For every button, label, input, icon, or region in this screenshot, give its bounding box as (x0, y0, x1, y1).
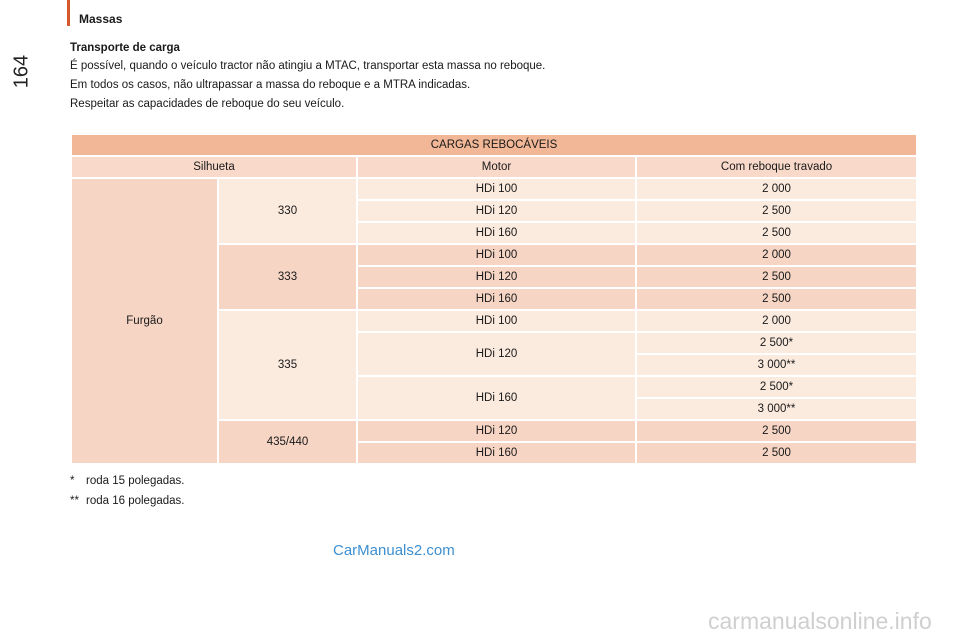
footnote-text: roda 15 polegadas. (86, 475, 185, 487)
value-cell: 2 000 (636, 244, 917, 266)
engine-cell: HDi 120 (357, 266, 636, 288)
value-cell: 2 500 (636, 442, 917, 464)
model-cell: 335 (218, 310, 357, 420)
footnote-text: roda 16 polegadas. (86, 495, 185, 507)
value-cell: 2 000 (636, 310, 917, 332)
engine-cell: HDi 100 (357, 178, 636, 200)
value-cell: 3 000** (636, 398, 917, 420)
engine-cell: HDi 160 (357, 288, 636, 310)
engine-cell: HDi 160 (357, 442, 636, 464)
engine-cell: HDi 120 (357, 200, 636, 222)
paragraph: É possível, quando o veículo tractor não atingiu a MTAC, transportar esta massa no reboque. (70, 60, 546, 72)
footnote-mark: ** (70, 495, 79, 507)
section-accent-bar (67, 0, 70, 26)
model-cell: 435/440 (218, 420, 357, 464)
section-title: Massas (79, 12, 123, 26)
value-cell: 2 500 (636, 222, 917, 244)
value-cell: 2 000 (636, 178, 917, 200)
engine-cell: HDi 160 (357, 376, 636, 420)
engine-cell: HDi 100 (357, 310, 636, 332)
engine-cell: HDi 160 (357, 222, 636, 244)
value-cell: 2 500 (636, 266, 917, 288)
engine-cell: HDi 120 (357, 420, 636, 442)
value-cell: 2 500* (636, 376, 917, 398)
paragraph: Respeitar as capacidades de reboque do seu veículo. (70, 98, 345, 110)
footnote-mark: * (70, 475, 75, 487)
value-cell: 3 000** (636, 354, 917, 376)
intro-text (70, 42, 916, 116)
page-number: 164 (10, 54, 33, 89)
model-cell: 330 (218, 178, 357, 244)
footnote (70, 474, 184, 488)
watermark-footer: carmanualsonline.info (708, 608, 932, 634)
subsection-heading: Transporte de carga (70, 42, 180, 54)
model-cell: 333 (218, 244, 357, 310)
footnote (70, 494, 184, 508)
value-cell: 2 500 (636, 200, 917, 222)
watermark-link[interactable]: CarManuals2.com (333, 542, 455, 559)
column-header-engine: Motor (357, 156, 636, 178)
value-cell: 2 500 (636, 288, 917, 310)
value-cell: 2 500* (636, 332, 917, 354)
footnotes (70, 474, 184, 514)
paragraph: Em todos os casos, não ultrapassar a massa do reboque e a MTRA indicadas. (70, 79, 471, 91)
column-header-braked-trailer: Com reboque travado (636, 156, 917, 178)
column-header-silhouette: Silhueta (71, 156, 357, 178)
engine-cell: HDi 120 (357, 332, 636, 376)
engine-cell: HDi 100 (357, 244, 636, 266)
towable-loads-table (70, 133, 918, 465)
table-title: CARGAS REBOCÁVEIS (71, 134, 917, 156)
value-cell: 2 500 (636, 420, 917, 442)
silhouette-cell: Furgão (71, 178, 218, 464)
